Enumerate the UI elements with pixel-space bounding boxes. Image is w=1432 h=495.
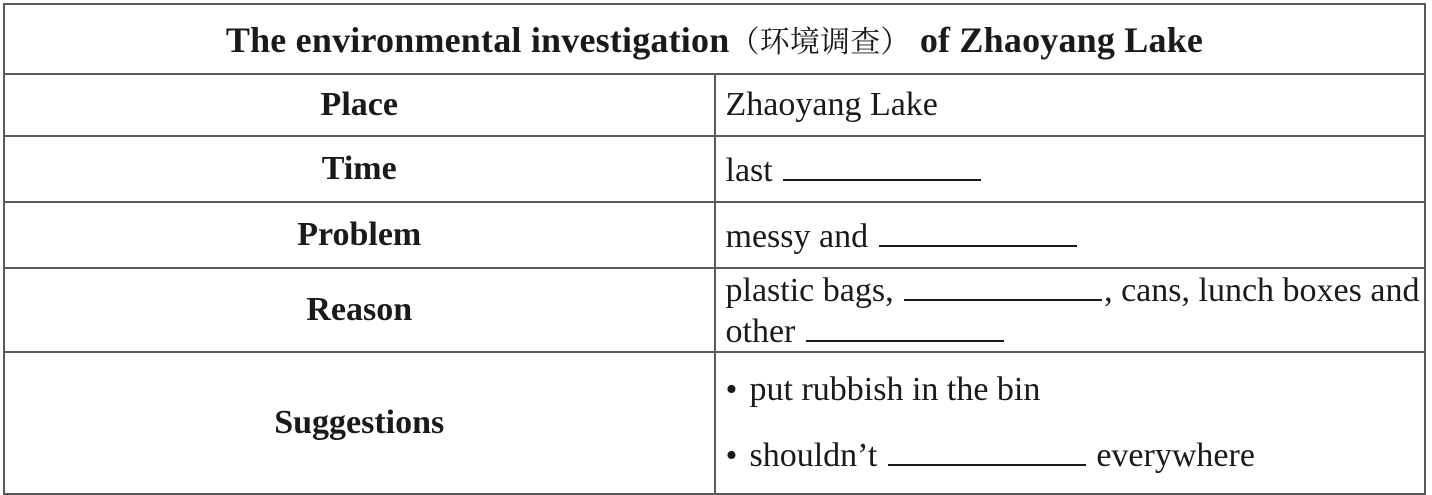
investigation-table [3, 3, 1426, 495]
suggestions-row [4, 352, 1425, 494]
bullet-icon: • [725, 371, 738, 408]
reason-blank-2[interactable] [806, 310, 1004, 342]
suggestion-blank[interactable] [888, 434, 1086, 466]
reason-value [715, 268, 1426, 352]
problem-blank[interactable] [879, 215, 1077, 247]
time-label: Time [4, 136, 715, 202]
suggestion-item-1 [726, 357, 1425, 423]
reason-text-1: plastic bags, [725, 272, 894, 309]
problem-text: messy and [725, 217, 869, 255]
title-chinese: （环境调查） [729, 25, 911, 60]
reason-label: Reason [4, 268, 715, 352]
reason-blank-1[interactable] [904, 269, 1102, 301]
suggestions-label: Suggestions [4, 352, 715, 494]
suggestions-value [715, 352, 1426, 494]
time-blank[interactable] [783, 149, 981, 181]
title-row [4, 4, 1425, 74]
table-title [4, 4, 1425, 74]
bullet-icon: • [725, 437, 738, 474]
place-label: Place [4, 74, 715, 136]
problem-label: Problem [4, 202, 715, 268]
suggestion-2-text: shouldn’t [749, 437, 878, 474]
time-row [4, 136, 1425, 202]
suggestion-2-after: everywhere [1096, 437, 1255, 474]
place-row [4, 74, 1425, 136]
worksheet [3, 3, 1426, 489]
problem-value [715, 202, 1426, 268]
title-suffix: of Zhaoyang Lake [919, 20, 1204, 60]
suggestion-item-2 [726, 423, 1425, 489]
problem-row [4, 202, 1425, 268]
title-prefix: The environmental investigation [225, 20, 730, 60]
time-value [715, 136, 1426, 202]
reason-row [4, 268, 1425, 352]
time-text: last [725, 151, 773, 189]
place-value: Zhaoyang Lake [715, 74, 1426, 136]
reason-text-2: , cans, lunch boxes and other [725, 272, 1420, 350]
suggestion-1-text: put rubbish in the bin [749, 371, 1041, 408]
